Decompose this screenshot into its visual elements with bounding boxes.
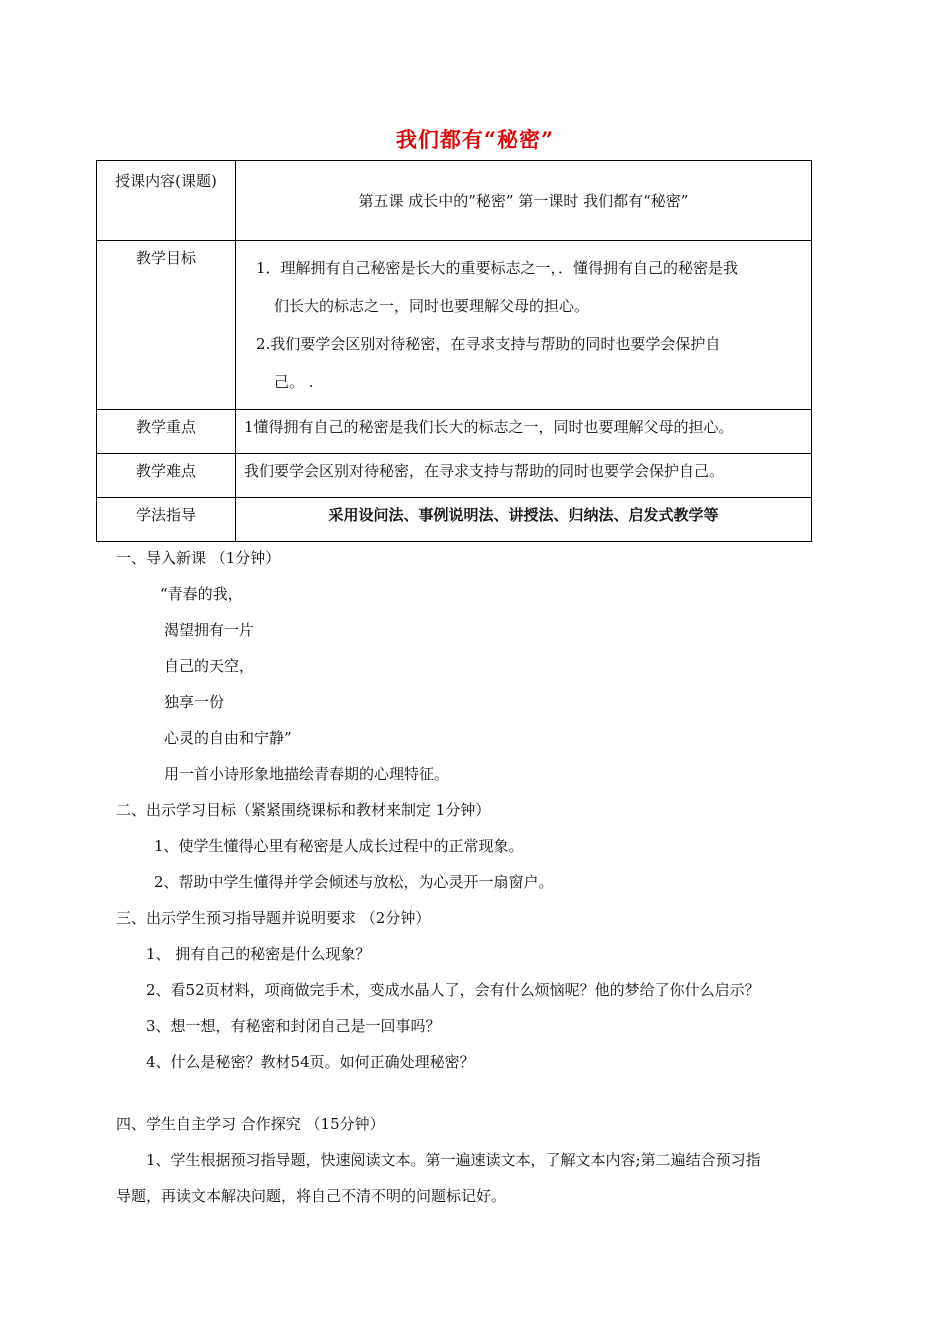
lesson-body bbox=[116, 540, 840, 1214]
table-row bbox=[97, 161, 812, 241]
section-4-heading: 四、学生自主学习 合作探究 （15分钟） bbox=[116, 1115, 385, 1133]
topic-label: 授课内容(课题) bbox=[97, 161, 236, 241]
key-points-content: 1懂得拥有自己的秘密是我们长大的标志之一，同时也要理解父母的担心。 bbox=[236, 410, 812, 454]
table-row bbox=[97, 241, 812, 410]
list-item: 4、什么是秘密？教材54页。如何正确处理秘密？ bbox=[146, 1053, 475, 1071]
poem-line: “青春的我， bbox=[160, 585, 243, 603]
goal-2-line-1: 2.我们要学会区别对待秘密，在寻求支持与帮助的同时也要学会保护自 bbox=[256, 335, 721, 353]
poem-line: 自己的天空， bbox=[164, 657, 255, 675]
difficulties-label: 教学难点 bbox=[97, 454, 236, 498]
poem-line: 独享一份 bbox=[164, 693, 225, 711]
lesson-plan-table bbox=[96, 160, 812, 542]
goal-1-line-2: 们长大的标志之一，同时也要理解父母的担心。 bbox=[274, 297, 590, 315]
list-item: 1、 拥有自己的秘密是什么现象？ bbox=[146, 945, 371, 963]
paragraph-line: 导题，再读文本解决问题，将自己不清不明的问题标记好。 bbox=[116, 1187, 507, 1205]
paragraph-line: 1、学生根据预习指导题，快速阅读文本。第一遍速读文本，了解文本内容;第二遍结合预习指 bbox=[146, 1151, 761, 1169]
key-points-label: 教学重点 bbox=[97, 410, 236, 454]
poem-summary: 用一首小诗形象地描绘青春期的心理特征。 bbox=[164, 765, 450, 783]
table-row bbox=[97, 410, 812, 454]
list-item: 1、使学生懂得心里有秘密是人成长过程中的正常现象。 bbox=[154, 837, 524, 855]
topic-content: 第五课 成长中的”秘密” 第一课时 我们都有“秘密” bbox=[236, 161, 812, 241]
method-label: 学法指导 bbox=[97, 498, 236, 542]
list-item: 2、看52页材料，项商做完手术，变成水晶人了，会有什么烦恼呢？他的梦给了你什么启示？ bbox=[146, 981, 760, 999]
goal-2-line-2: 己。 . bbox=[274, 373, 314, 391]
section-1-heading: 一、导入新课 （1分钟） bbox=[116, 549, 281, 567]
section-2-heading: 二、出示学习目标（紧紧围绕课标和教材来制定 1分钟） bbox=[116, 801, 491, 819]
goals-content bbox=[236, 241, 812, 410]
difficulties-content: 我们要学会区别对待秘密，在寻求支持与帮助的同时也要学会保护自己。 bbox=[236, 454, 812, 498]
table-row bbox=[97, 454, 812, 498]
poem-line: 心灵的自由和宁静” bbox=[164, 729, 292, 747]
poem-line: 渴望拥有一片 bbox=[164, 621, 255, 639]
method-content: 采用设问法、事例说明法、讲授法、归纳法、启发式教学等 bbox=[236, 498, 812, 542]
goals-label: 教学目标 bbox=[97, 241, 236, 410]
document-title: 我们都有“秘密” bbox=[395, 127, 555, 152]
list-item: 2、帮助中学生懂得并学会倾述与放松，为心灵开一扇窗户。 bbox=[154, 873, 554, 891]
goal-1-line-1: 1．理解拥有自己秘密是长大的重要标志之一，．懂得拥有自己的秘密是我 bbox=[256, 259, 739, 277]
section-3-heading: 三、出示学生预习指导题并说明要求 （2分钟） bbox=[116, 909, 431, 927]
table-row bbox=[97, 498, 812, 542]
list-item: 3、想一想，有秘密和封闭自己是一回事吗？ bbox=[146, 1017, 441, 1035]
